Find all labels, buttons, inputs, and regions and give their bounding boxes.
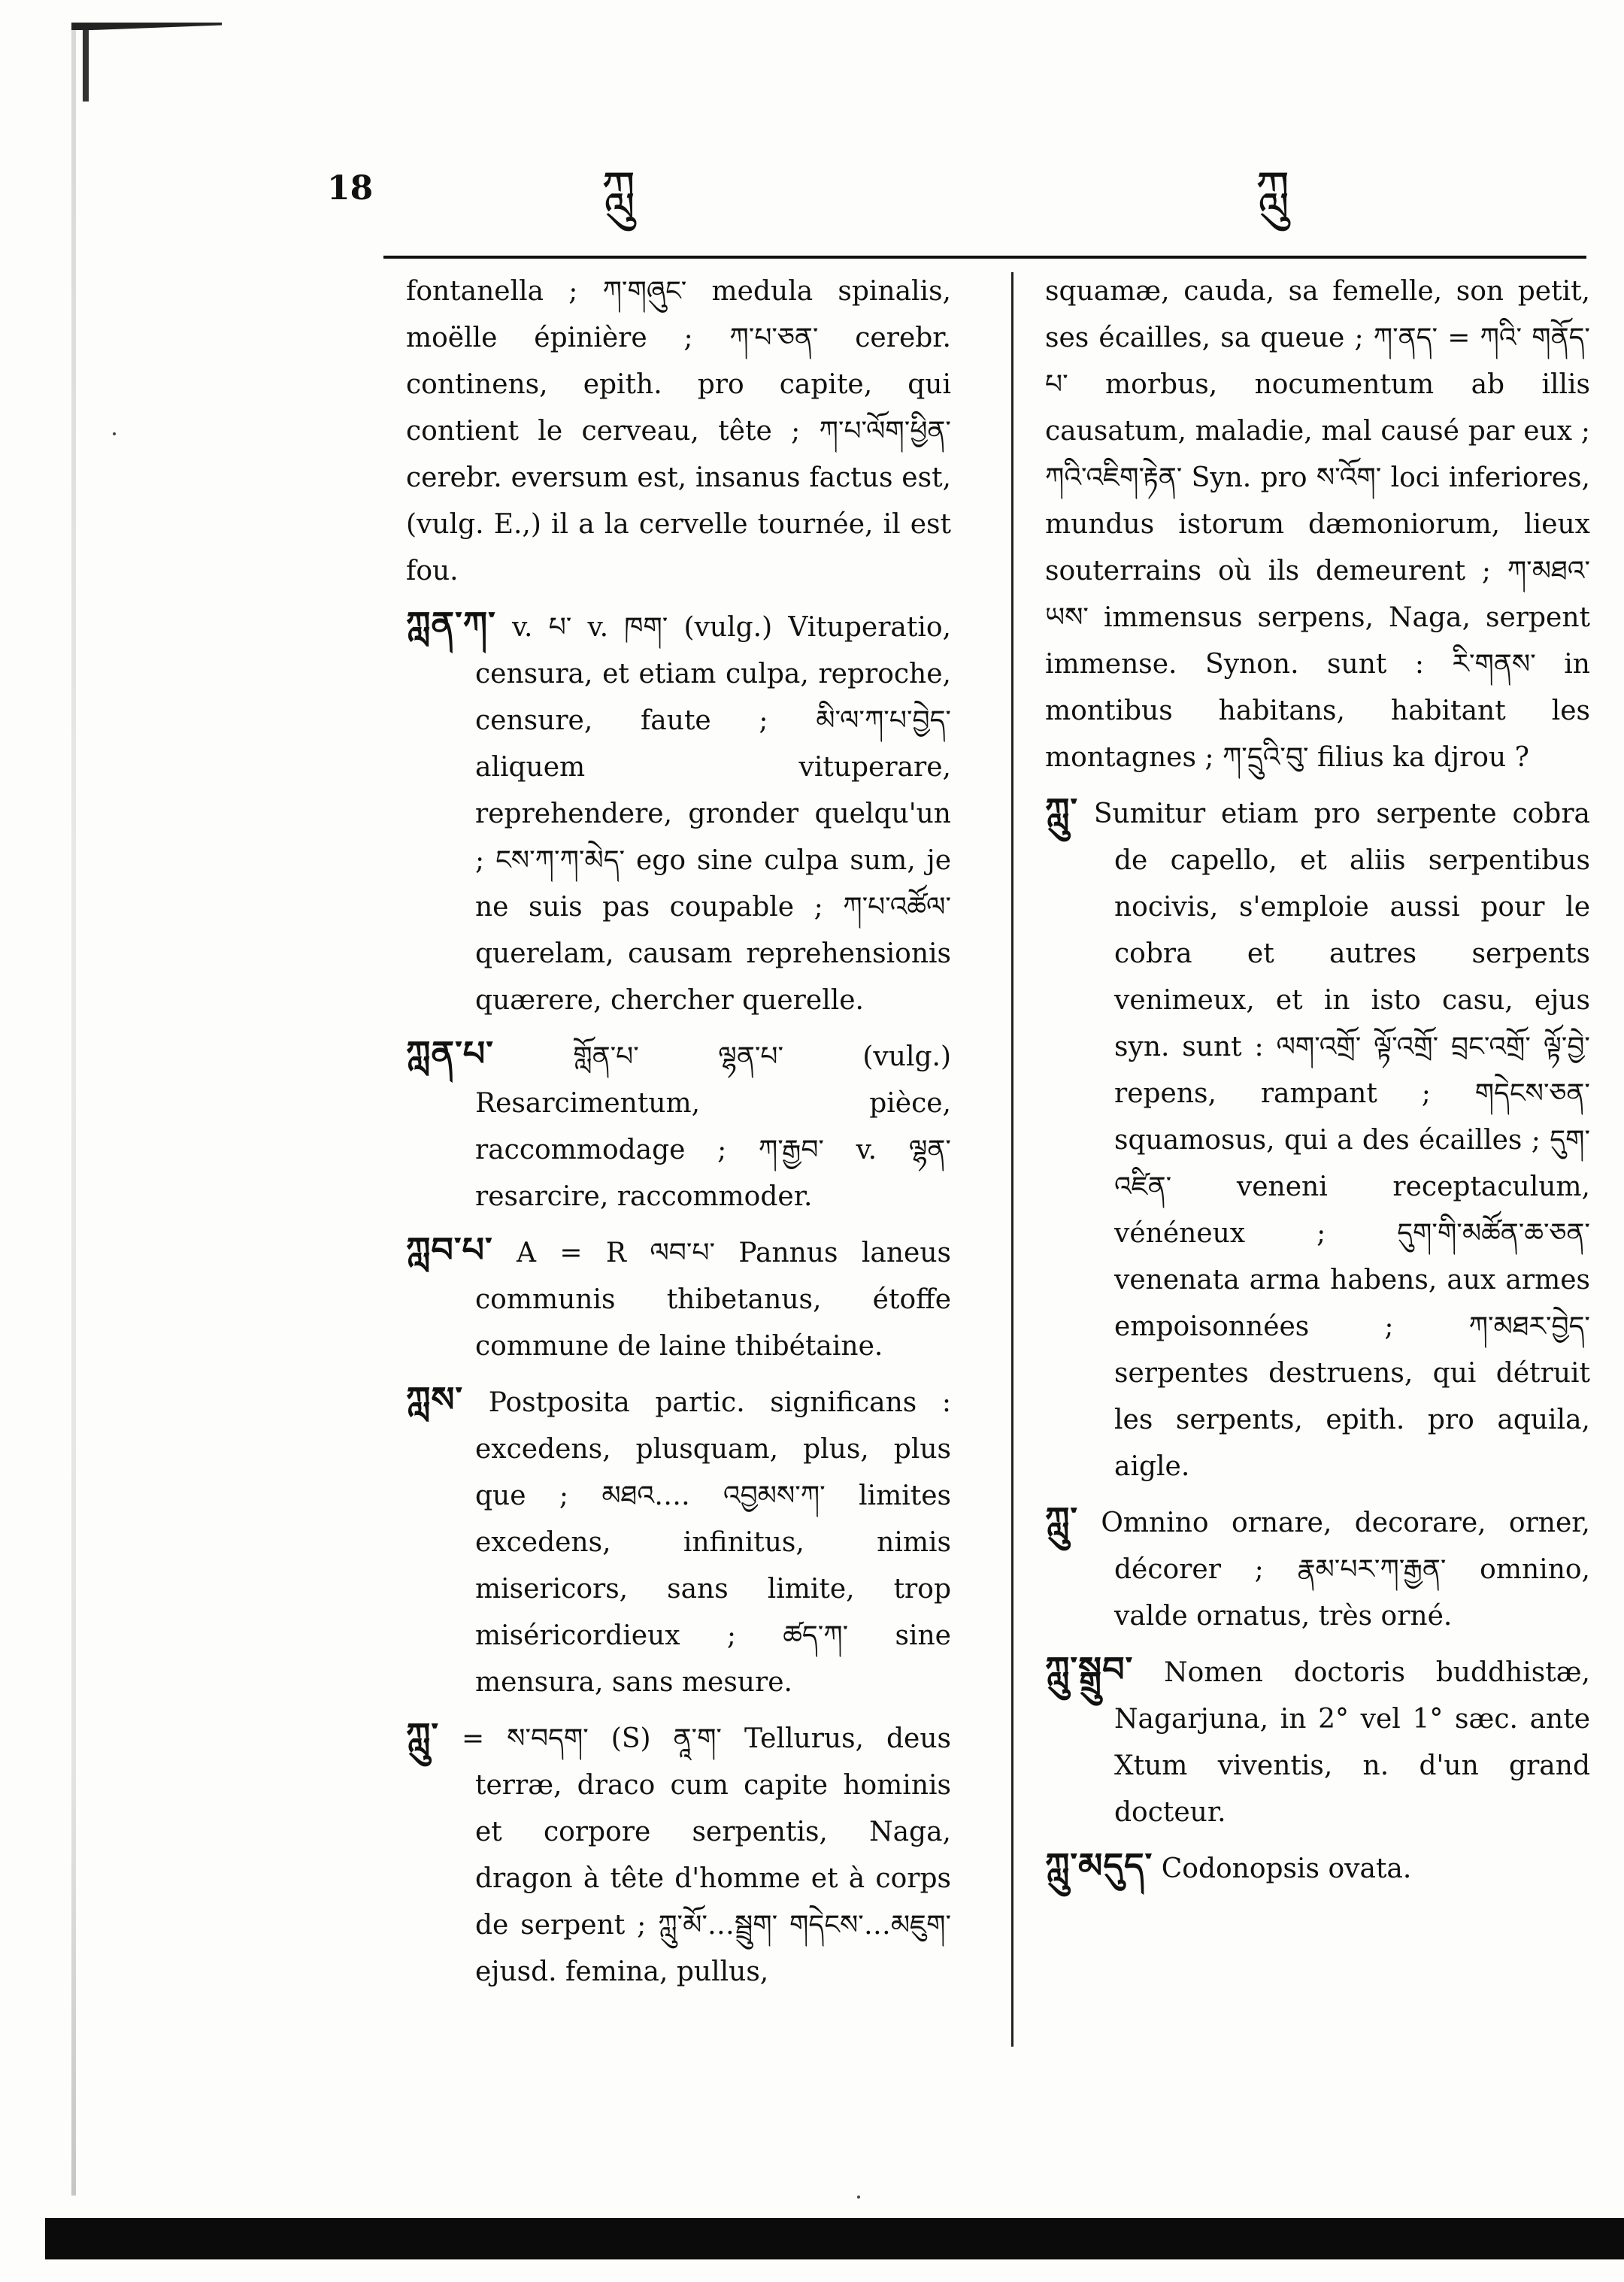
scan-corner-mark-vertical [83, 30, 89, 102]
scan-speck [113, 432, 116, 435]
left-column [406, 265, 951, 2002]
right-column [1045, 265, 1590, 1899]
scan-speck [857, 2196, 860, 2199]
dictionary-entry [406, 1712, 951, 1996]
entry-text: གློན་པ་ ལྷན་པ་ (vulg.) Resarcimentum, pièce, raccommodage ; ཀ་རྒྱབ་ v. ལྷན་ resarcire, raccommoder. [475, 1041, 951, 1212]
dictionary-entry [1045, 1646, 1590, 1836]
dictionary-entry [406, 1030, 951, 1220]
entry-text: Postposita partic. significans : excedens, plusquam, plus, plus que ; མཐའ…. འབྱམས་ཀ་ limites excedens, infinitus, nimis misericors, sans limite, trop miséricordieux ; ཚད་ཀ་ sine mensura, sans mesure. [475, 1387, 951, 1698]
page-number: 18 [327, 169, 374, 208]
dictionary-entry [406, 1376, 951, 1706]
entry-text: Omnino ornare, decorare, orner, décorer ; རྣམ་པར་ཀ་རྒྱན་ omnino, valde ornatus, très orné. [1101, 1508, 1590, 1632]
entry-headword: ཀླས་ [406, 1379, 464, 1420]
dictionary-entry [1045, 265, 1590, 781]
entry-text: A = R ལབ་པ་ Pannus laneus communis thibetanus, étoffe commune de laine thibétaine. [475, 1238, 951, 1362]
scan-edge [71, 30, 76, 2196]
entry-text: v. པ་ v. ཁག་ (vulg.) Vituperatio, censura, et etiam culpa, reproche, censure, faute ; མི་ལ་ཀ་པ་བྱེད་ aliquem vituperare, reprehendere, gronder quelqu'un ; ངས་ཀ་ཀ་མེད་ ego sine culpa sum, je ne suis pas coupable ; ཀ་པ་འཚོལ་ querelam, causam reprehensionis quærere, chercher querelle. [475, 612, 951, 1016]
dictionary-entry [1045, 1496, 1590, 1640]
column-divider [1011, 272, 1013, 2047]
dictionary-entry [406, 601, 951, 1024]
entry-headword: ཀླན་པ་ [406, 1033, 494, 1074]
dictionary-entry [406, 265, 951, 595]
entry-headword: ཀླུ་ [1045, 790, 1079, 831]
entry-headword: ཀླུ་ [1045, 1499, 1079, 1540]
entry-text: Codonopsis ovata. [1161, 1853, 1412, 1884]
entry-headword: ཀླུ་མདུད་ [1045, 1845, 1153, 1886]
entry-headword: ཀླབ་པ་ [406, 1229, 493, 1270]
entry-text: = ས་བདག་ (S) ནཱ་ག་ Tellurus, deus terræ, draco cum capite hominis et corpore serpentis, Naga, dragon à tête d'homme et à corps de serpent ; ཀླུ་མོ་…སྦྲུག་ གདེངས་…མཇུག་ ejusd. femina, pullus, [462, 1723, 951, 1987]
scan-bottom-edge [45, 2218, 1624, 2259]
entry-text: Sumitur etiam pro serpente cobra de capello, et aliis serpentibus nocivis, s'emploie aussi pour le cobra et autres serpents venimeux, et in isto casu, ejus syn. sunt : ལག་འགྲོ་ ལྟོ་འགྲོ་ བྲང་འགྲོ་ ལྟོ་བྱེ་ repens, rampant ; གདེངས་ཅན་ squamosus, qui a des écailles ; དུག་འཛིན་ veneni receptaculum, vénéneux ; དུག་གི་མཚོན་ཆ་ཅན་ venenata arma habens, aux armes empoisonnées ; ཀ་མཐར་བྱེད་ serpentes destruens, qui détruit les serpents, epith. pro aquila, aigle. [1093, 799, 1590, 1482]
dictionary-entry [1045, 1842, 1590, 1893]
running-head-right: ཀླུ [1256, 162, 1290, 217]
running-head-left: ཀླུ [601, 162, 636, 217]
header-rule [383, 256, 1586, 259]
entry-text: Nomen doctoris buddhistæ, Nagarjuna, in 2° vel 1° sæc. ante Xtum viventis, n. d'un grand docteur. [1114, 1657, 1590, 1828]
entry-headword: ཀླན་ཀ་ [406, 604, 496, 644]
dictionary-entry [406, 1226, 951, 1370]
entry-headword: ཀླུ་སྒྲུབ་ [1045, 1649, 1134, 1690]
entry-headword: ཀླུ་ [406, 1715, 440, 1756]
scan-corner-mark [71, 23, 222, 30]
entry-text: fontanella ; ཀ་གཞུང་ medula spinalis, moëlle épinière ; ཀ་པ་ཅན་ cerebr. continens, epith. pro capite, qui contient le cerveau, tête ; ཀ་པ་ལོག་ཕྱིན་ cerebr. eversum est, insanus factus est, (vulg. E.,) il a la cervelle tournée, il est fou. [406, 276, 951, 586]
dictionary-entry [1045, 787, 1590, 1490]
entry-text: squamæ, cauda, sa femelle, son petit, ses écailles, sa queue ; ཀ་ནད་ = ཀའི་ གནོད་པ་ morbus, nocumentum ab illis causatum, maladie, mal causé par eux ; ཀའི་འཇིག་རྟེན་ Syn. pro ས་འོག་ loci inferiores, mundus istorum dæmoniorum, lieux souterrains où ils demeurent ; ཀ་མཐའ་ཡས་ immensus serpens, Naga, serpent immense. Synon. sunt : རི་གནས་ in montibus habitans, habitant les montagnes ; ཀ་དྲུའི་བུ་ filius ka djrou ? [1045, 276, 1590, 773]
